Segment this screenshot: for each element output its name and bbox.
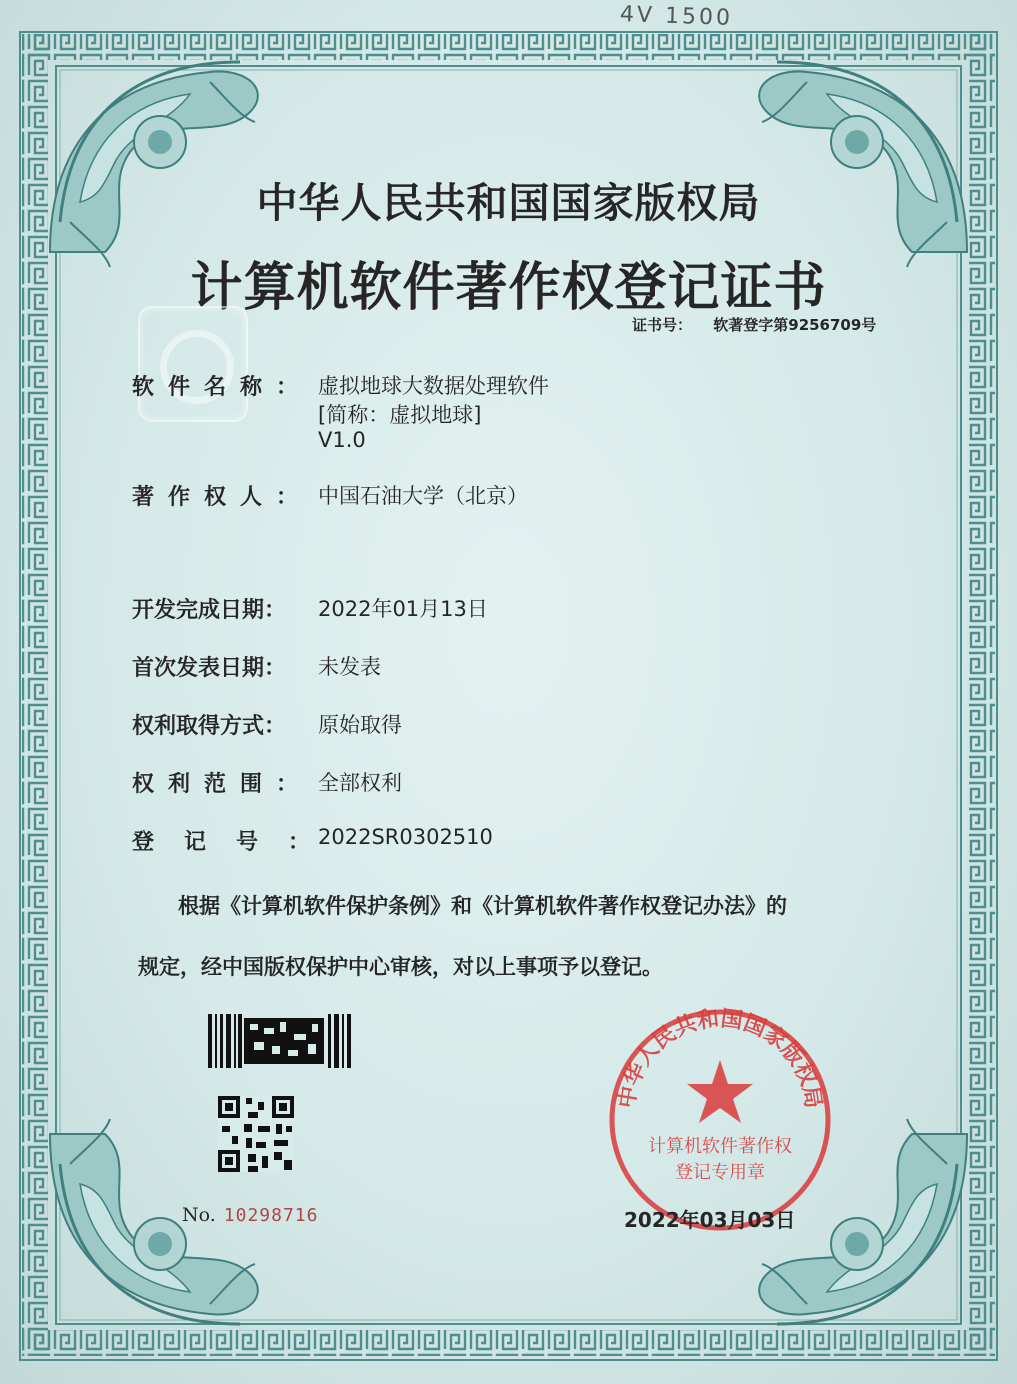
serial-value: 10298716: [223, 1205, 319, 1226]
barcode: [208, 1014, 354, 1068]
issuer-title: 中华人民共和国国家版权局: [256, 179, 761, 227]
first-publication-label: 首次发表日期：: [132, 656, 287, 681]
registration-number-label: 登记号：: [132, 830, 341, 855]
rights-scope-label: 权利范围：: [132, 772, 313, 797]
owner-label: 著作权人：: [132, 485, 313, 510]
registration-number-value: 2022SR0302510: [318, 825, 493, 849]
seal-line-2: 登记专用章: [675, 1162, 765, 1183]
software-name-label: 软件名称：: [132, 375, 313, 400]
statement-line-2: 规定，经中国版权保护中心审核，对以上事项予以登记。: [138, 955, 663, 979]
handwritten-note: 4V 1500: [619, 2, 734, 31]
completion-date-label: 开发完成日期：: [132, 598, 287, 623]
serial-prefix: No.: [182, 1204, 216, 1226]
software-name-value: 虚拟地球大数据处理软件: [318, 374, 549, 398]
software-version: V1.0: [318, 428, 366, 452]
seal-star-icon: [687, 1060, 753, 1123]
certificate-number-value: 软著登字第9256709号: [713, 316, 877, 334]
serial-number: [182, 1204, 318, 1226]
issue-date: 2022年03月03日: [624, 1208, 796, 1232]
owner-value: 中国石油大学（北京）: [318, 484, 528, 508]
certificate-number: [632, 314, 876, 335]
copyright-emblem-watermark: [138, 306, 248, 422]
acquisition-method-label: 权利取得方式：: [132, 714, 287, 739]
rights-scope-value: 全部权利: [318, 771, 402, 795]
software-short-name: [简称：虚拟地球]: [318, 403, 482, 427]
statement-line-1: 根据《计算机软件保护条例》和《计算机软件著作权登记办法》的: [178, 894, 787, 918]
seal-line-1: 计算机软件著作权: [648, 1136, 792, 1157]
seal-outer-text: 中华人民共和国国家版权局: [614, 1006, 826, 1111]
certificate-number-label: 证书号：: [632, 316, 693, 334]
first-publication-value: 未发表: [318, 655, 381, 679]
completion-date-value: 2022年01月13日: [318, 597, 488, 621]
certificate-title: 计算机软件著作权登记证书: [190, 257, 827, 318]
acquisition-method-value: 原始取得: [318, 713, 402, 737]
qr-code: [218, 1096, 294, 1172]
